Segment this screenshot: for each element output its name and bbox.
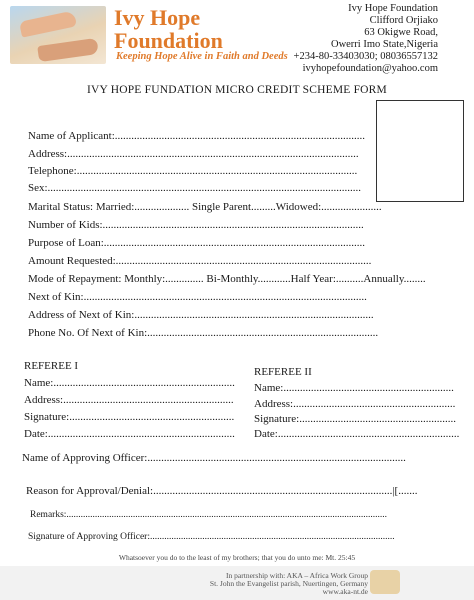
number-of-kids-field[interactable]: Number of Kids:............................................................................................... [28, 219, 364, 231]
hand-icon [19, 10, 77, 37]
next-of-kin-address-field[interactable]: Address of Next of Kin:....................................................................................... [28, 309, 374, 321]
referee2-signature-field[interactable]: Signature:......................................................... [254, 413, 456, 425]
org-title-line1: Ivy Hope [114, 5, 201, 30]
partner-line: In partnership with: AKA – Africa Work Group [226, 571, 368, 580]
approving-officer-field[interactable]: Name of Approving Officer:.............................................................................................. [22, 452, 406, 464]
referee2-heading: REFEREE II [254, 366, 312, 378]
telephone-field[interactable]: Telephone:...................................................................................................... [28, 165, 358, 177]
partner-website-link[interactable]: www.aka-nt.de [322, 587, 368, 596]
phone-line: +234-80-33403030; 08036557132 [293, 51, 438, 62]
address-line: Clifford Orjiako [369, 15, 438, 26]
sex-field[interactable]: Sex:.................................................................................................................. [28, 182, 362, 194]
applicant-address-field[interactable]: Address:.......................................................................................................... [28, 148, 359, 160]
partner-line: St. John the Evangelist parish, Nuertingen, Germany [209, 579, 368, 588]
logo-image [10, 6, 106, 64]
org-title [114, 6, 223, 52]
next-of-kin-field[interactable]: Next of Kin:....................................................................................................... [28, 291, 367, 303]
reason-field[interactable]: Reason for Approval/Denial:.......................................................................................|[....... [26, 485, 418, 497]
address-line: 63 Okigwe Road, [364, 27, 438, 38]
address-line: Ivy Hope Foundation [348, 3, 438, 14]
referee2-name-field[interactable]: Name:.............................................................. [254, 382, 454, 394]
next-of-kin-phone-field[interactable]: Phone No. Of Next of Kin:.................................................................................... [28, 327, 379, 339]
marital-status-field[interactable]: Marital Status: Married:.................... Single Parent.........Widowed:...................... [28, 201, 382, 213]
form-title: IVY HOPE FUNDATION MICRO CREDIT SCHEME FORM [87, 84, 387, 96]
repayment-mode-field[interactable]: Mode of Repayment: Monthly:.............. Bi-Monthly............Half Year:..........Annually........ [28, 273, 426, 285]
referee1-date-field[interactable]: Date:.................................................................... [24, 428, 235, 440]
email-line: ivyhopefoundation@yahoo.com [302, 63, 438, 74]
referee1-heading: REFEREE I [24, 360, 79, 372]
photo-box [376, 100, 464, 202]
partner-logo [370, 570, 400, 594]
referee1-name-field[interactable]: Name:.................................................................. [24, 377, 235, 389]
applicant-name-field[interactable]: Name of Applicant:........................................................................................... [28, 130, 366, 142]
tagline: Keeping Hope Alive in Faith and Deeds [116, 51, 288, 62]
purpose-of-loan-field[interactable]: Purpose of Loan:............................................................................................... [28, 237, 366, 249]
quote-text: Whatsoever you do to the least of my brothers; that you do unto me: Mt. 25:45 [118, 553, 356, 562]
address-line: Owerri Imo State,Nigeria [330, 39, 438, 50]
org-title-line2: Foundation [114, 28, 223, 53]
remarks-field[interactable]: Remarks:....................................................................................................................................... [30, 510, 388, 520]
referee2-address-field[interactable]: Address:........................................................... [254, 398, 456, 410]
referee1-signature-field[interactable]: Signature:............................................................ [24, 411, 235, 423]
amount-requested-field[interactable]: Amount Requested:............................................................................................. [28, 255, 372, 267]
referee2-date-field[interactable]: Date:.................................................................. [254, 428, 460, 440]
officer-signature-field[interactable]: Signature of Approving Officer:....................................................................................................... [28, 532, 395, 542]
hand-icon [37, 38, 99, 62]
referee1-address-field[interactable]: Address:.............................................................. [24, 394, 234, 406]
